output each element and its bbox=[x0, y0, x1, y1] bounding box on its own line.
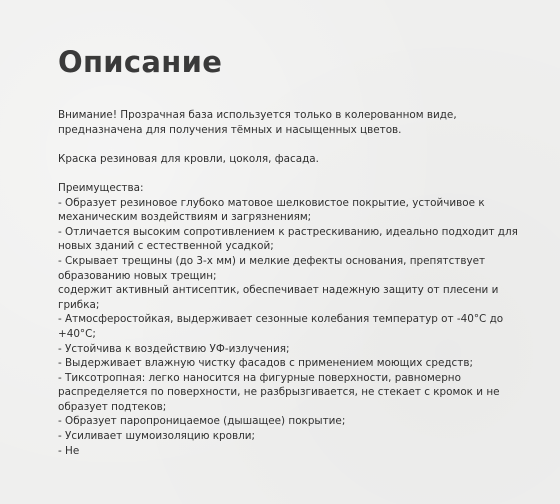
advantages-section bbox=[58, 181, 518, 458]
advantage-line: распределяется по поверхности, не разбрызгивается, не стекает с кромок и не bbox=[58, 386, 500, 399]
advantage-line: +40°C; bbox=[58, 327, 96, 340]
advantages-heading: Преимущества: bbox=[58, 181, 144, 194]
paragraph-gap bbox=[58, 166, 504, 181]
text-line: предназначена для получения тёмных и насыщенных цветов. bbox=[58, 123, 402, 136]
advantage-line: - Не bbox=[58, 444, 80, 457]
advantage-line: новых зданий с естественной усадкой; bbox=[58, 240, 274, 253]
advantage-line: - Устойчива к воздействию УФ-излучения; bbox=[58, 342, 290, 355]
advantages-list bbox=[58, 196, 518, 459]
text-line: Внимание! Прозрачная база используется только в колерованном виде, bbox=[58, 109, 457, 121]
advantage-line: - Отличается высоким сопротивлением к растрескиванию, идеально подходит для bbox=[58, 225, 518, 238]
advantage-line: содержит активный антисептик, обеспечивает надежную защиту от плесени и bbox=[58, 284, 499, 297]
intro-paragraph bbox=[58, 152, 504, 167]
advantage-line: - Атмосферостойкая, выдерживает сезонные колебания температур от -40°C до bbox=[58, 313, 504, 326]
warning-paragraph bbox=[58, 108, 504, 137]
description-text bbox=[58, 108, 518, 458]
advantage-line: механическим воздействиям и загрязнениям; bbox=[58, 211, 312, 224]
advantage-line: образует подтеков; bbox=[58, 400, 167, 413]
advantage-line: - Усиливает шумоизоляцию кровли; bbox=[58, 430, 255, 443]
advantage-line: - Образует паропроницаемое (дышащее) покрытие; bbox=[58, 415, 346, 428]
advantage-line: - Тиксотропная: легко наносится на фигурные поверхности, равномерно bbox=[58, 371, 461, 384]
advantage-line: грибка; bbox=[58, 298, 100, 311]
advantage-line: образованию новых трещин; bbox=[58, 269, 217, 282]
text-line: Краска резиновая для кровли, цоколя, фасада. bbox=[58, 152, 319, 165]
paragraph-gap bbox=[58, 137, 504, 152]
advantage-line: - Образует резиновое глубоко матовое шелковистое покрытие, устойчивое к bbox=[58, 196, 485, 209]
advantage-line: - Скрывает трещины (до 3-х мм) и мелкие дефекты основания, препятствует bbox=[58, 254, 486, 267]
advantage-line: - Выдерживает влажную чистку фасадов с применением моющих средств; bbox=[58, 357, 473, 370]
section-title: Описание bbox=[58, 45, 223, 79]
